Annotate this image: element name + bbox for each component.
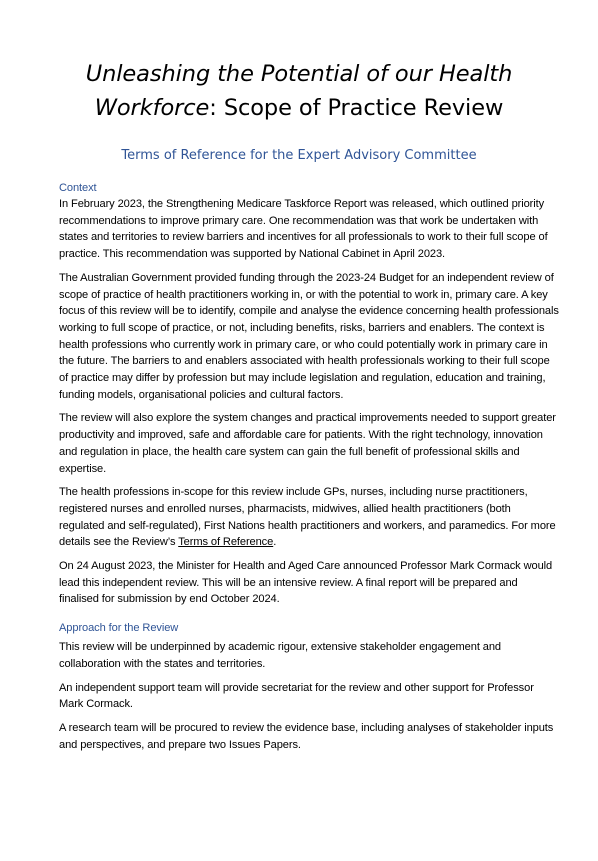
document-body (59, 180, 559, 760)
context-paragraph-5: On 24 August 2023, the Minister for Health and Aged Care announced Professor Mark Cormack would lead this independent review. This will be an intensive review. A final report will be prepared and finalised for submission by end October 2024. (59, 560, 553, 606)
title-regular-part: : Scope of Practice Review (209, 95, 504, 121)
document-title (30, 57, 568, 125)
approach-paragraph-3: A research team will be procured to review the evidence base, including analyses of stakeholder inputs and perspectives, and prepare two Issues Papers. (59, 721, 554, 751)
approach-paragraph-1: This review will be underpinned by academic rigour, extensive stakeholder engagement and collaboration with the states and territories. (59, 641, 501, 670)
context-heading: Context (59, 182, 97, 194)
context-paragraph-4-text: The health professions in-scope for this review include GPs, nurses, including nurse practitioners, registered nurses and enrolled nurses, pharmacists, midwives, allied health practitioners (both regulated and self-regulated), First Nations health practitioners and workers, and paramedics. For more details see the Review’s (59, 486, 556, 549)
title-italic-part: Unleashing the Potential of our Health Workforce (85, 61, 513, 121)
context-paragraph-3: The review will also explore the system changes and practical improvements needed to support greater productivity and improved, safe and affordable care for patients. With the right technology, innovation and regulation in place, the health care system can gain the full benefit of professional skills and expertise. (59, 412, 556, 475)
context-paragraph-2: The Australian Government provided funding through the 2023-24 Budget for an independent review of scope of practice of health practitioners working in, or with the potential to work in, primary care. A key focus of this review will be to identify, compile and analyse the evidence concerning health professionals working to full scope of practice, or not, including benefits, risks, barriers and enablers. The context is health professions who currently work in primary care, or who could potentially work in primary care in the future. The barriers to and enablers associated with health professionals working to their full scope of practice may differ by profession but may include legislation and regulation, education and training, funding models, organisational policies and cultural factors. (59, 271, 559, 401)
context-paragraph-4-end: . (273, 536, 277, 549)
approach-paragraph-2: An independent support team will provide secretariat for the review and other support for Professor Mark Cormack. (59, 681, 534, 711)
document-subtitle: Terms of Reference for the Expert Advisory Committee (121, 148, 477, 163)
context-paragraph-1: In February 2023, the Strengthening Medicare Taskforce Report was released, which outlined priority recommendations to improve primary care. One recommendation was that work be undertaken with states and territories to review barriers and incentives for all professionals to work to their full scope of practice. This recommendation was supported by National Cabinet in April 2023. (59, 198, 548, 261)
terms-of-reference-link[interactable]: Terms of Reference (178, 536, 274, 549)
context-paragraph-4 (59, 484, 559, 551)
approach-heading: Approach for the Review (59, 622, 179, 635)
